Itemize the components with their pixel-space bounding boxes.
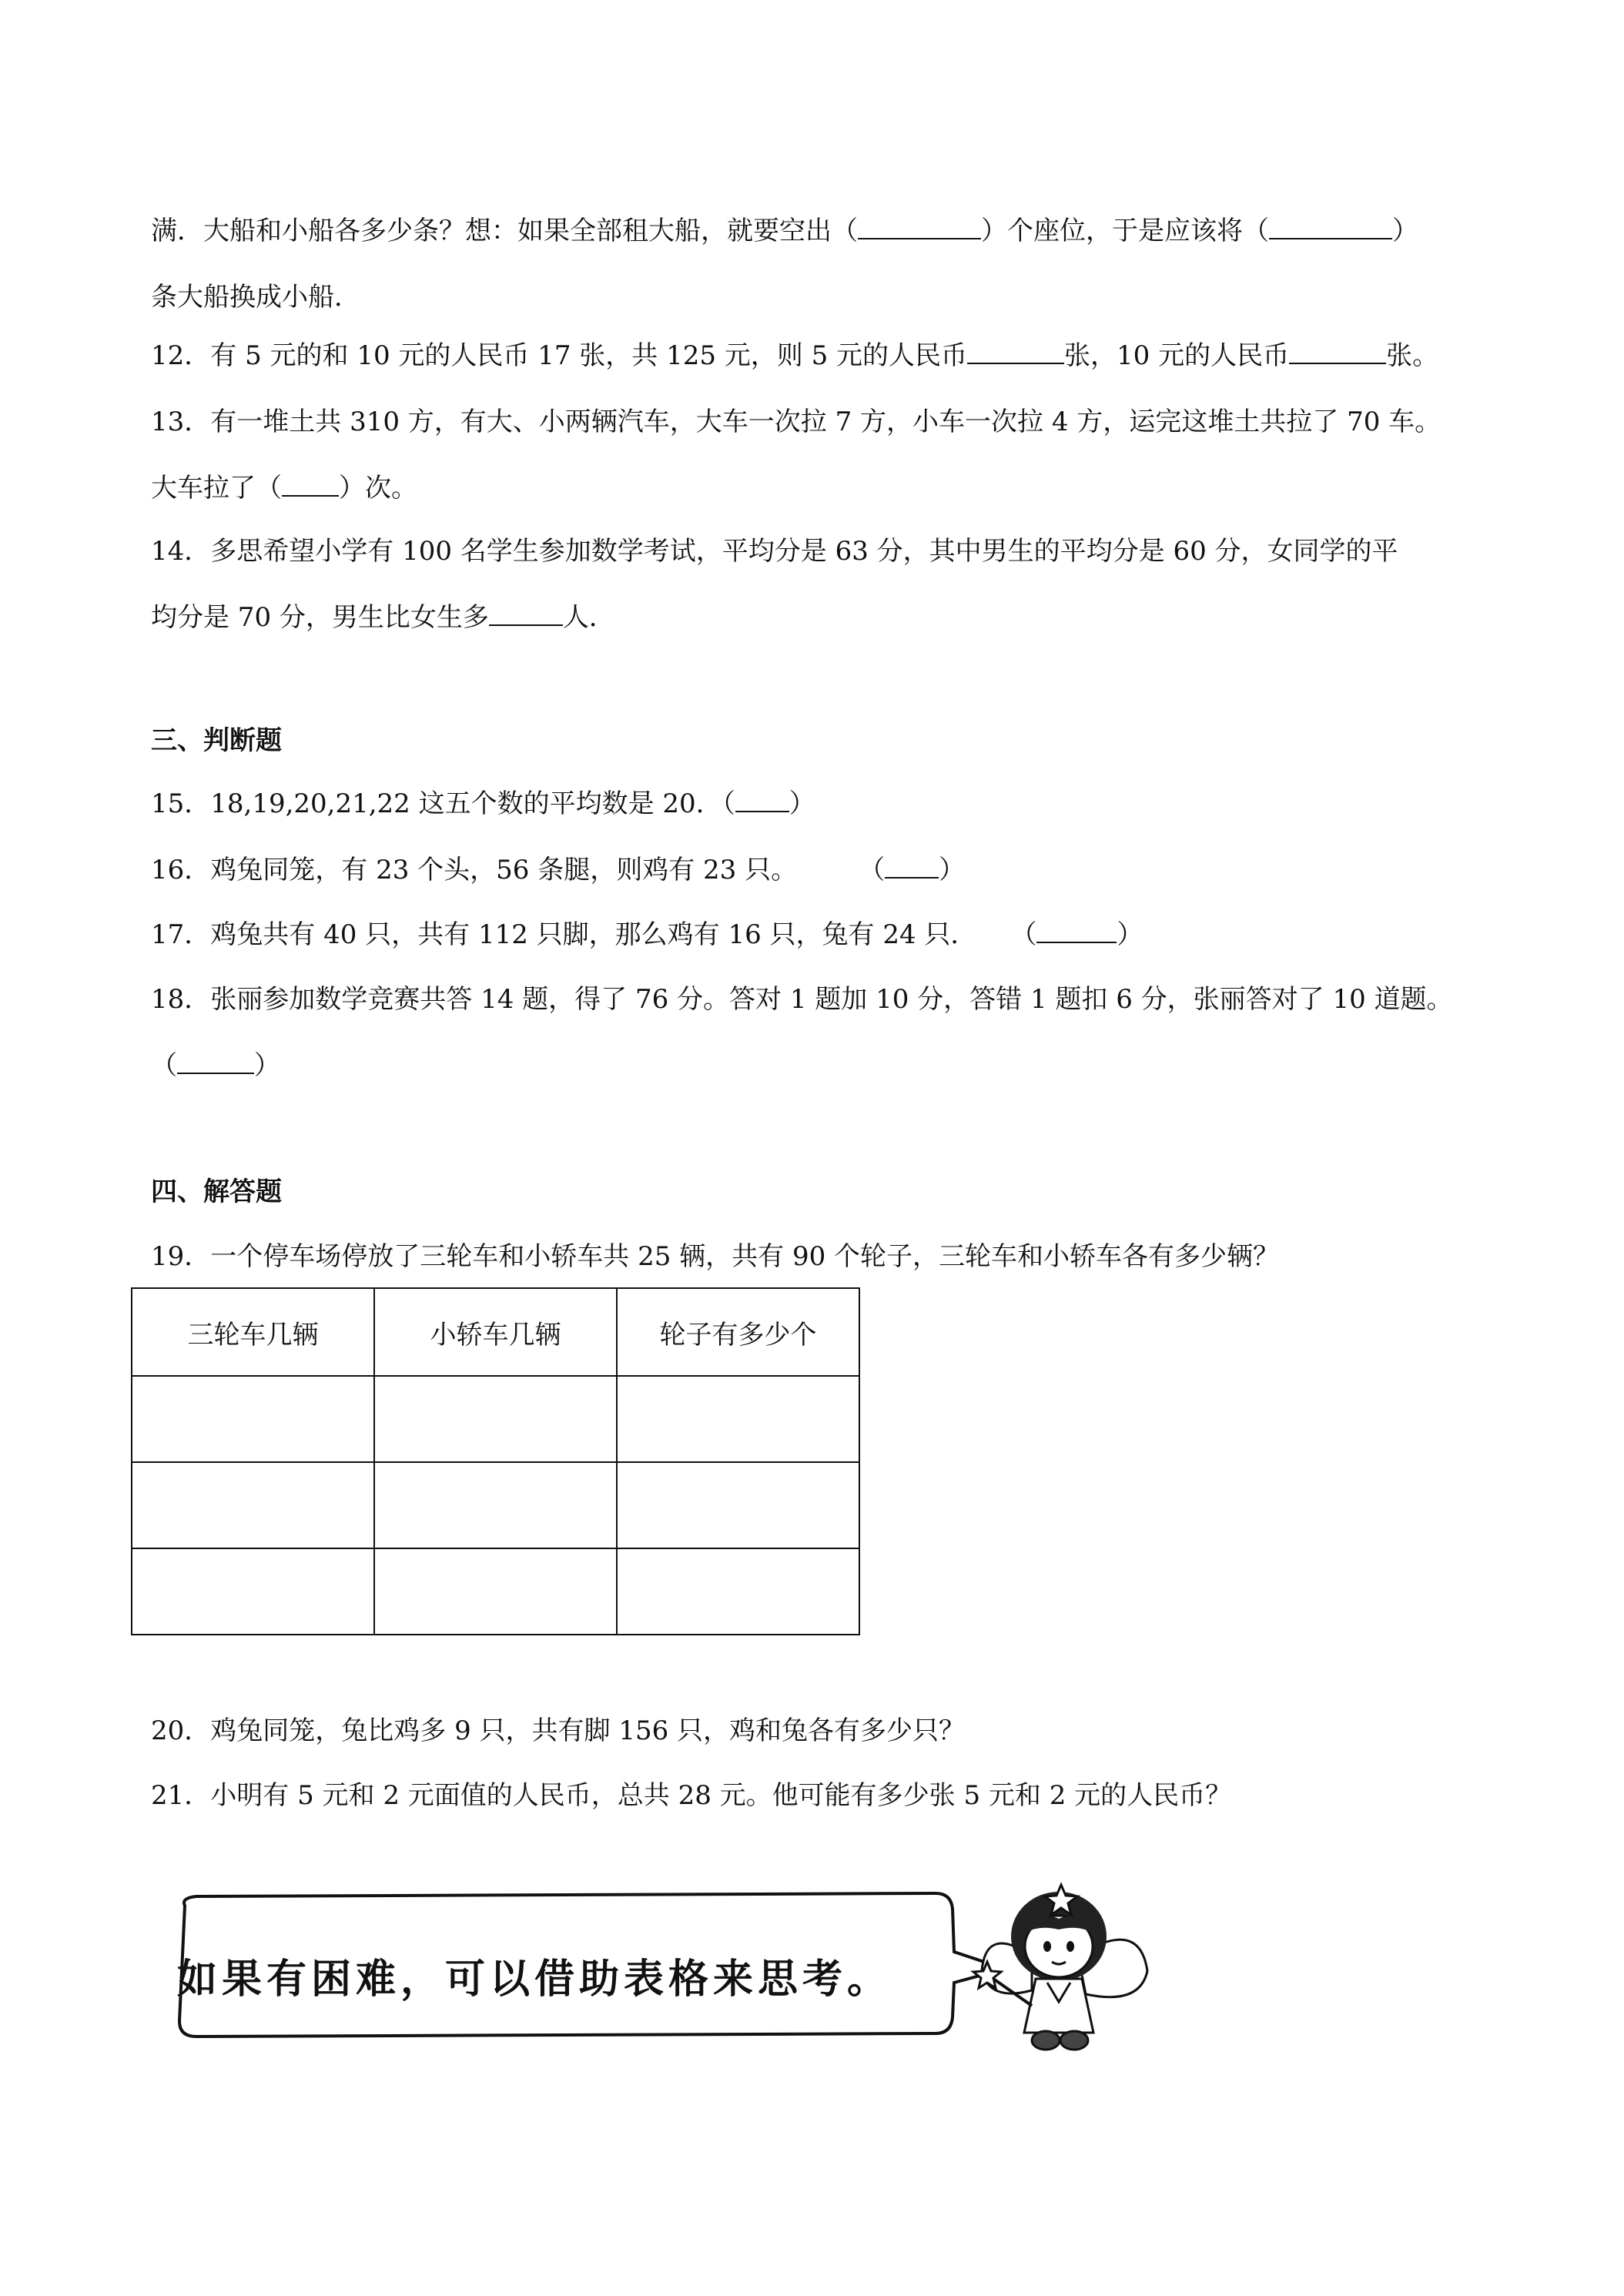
table-cell[interactable] bbox=[132, 1462, 374, 1548]
table-cell[interactable] bbox=[132, 1548, 374, 1635]
q18-line-2: （ ） bbox=[151, 1050, 280, 1081]
table-header-cell: 轮子有多少个 bbox=[617, 1288, 859, 1376]
q11-line-1: 满．大船和小船各多少条？想：如果全部租大船，就要空出（ ）个座位，于是应该将（ ） bbox=[151, 216, 1418, 246]
table-cell[interactable] bbox=[132, 1376, 374, 1462]
q15-blank[interactable] bbox=[735, 788, 789, 812]
fairy-girl-icon bbox=[963, 1871, 1163, 2063]
table-row bbox=[132, 1376, 859, 1462]
q16-blank[interactable] bbox=[885, 854, 939, 879]
table-header-row bbox=[132, 1288, 859, 1376]
q15: 15．18,19,20,21,22 这五个数的平均数是 20．（ ） bbox=[151, 788, 815, 819]
q14-line-1: 14．多思希望小学有 100 名学生参加数学考试，平均分是 63 分，其中男生的平均分是 60 分，女同学的平 bbox=[151, 536, 1398, 567]
q18-line-1: 18．张丽参加数学竞赛共答 14 题，得了 76 分。答对 1 题加 10 分，答错 1 题扣 6 分，张丽答对了 10 道题。 bbox=[151, 984, 1453, 1015]
q14-line-2: 均分是 70 分，男生比女生多 人． bbox=[151, 602, 615, 633]
q12: 12．有 5 元的和 10 元的人民币 17 张，共 125 元，则 5 元的人民币 张，10 元的人民币 张。 bbox=[151, 340, 1439, 371]
q17: 17．鸡兔共有 40 只，共有 112 只脚，那么鸡有 16 只，兔有 24 只． （ ） bbox=[151, 919, 1143, 950]
table-header-cell: 小轿车几辆 bbox=[374, 1288, 617, 1376]
q21: 21．小明有 5 元和 2 元面值的人民币，总共 28 元。他可能有多少张 5 元和 2 元的人民币？ bbox=[151, 1780, 1232, 1811]
q17-blank[interactable] bbox=[1036, 919, 1117, 943]
q11-line-2: 条大船换成小船． bbox=[151, 282, 360, 313]
table-row bbox=[132, 1462, 859, 1548]
q13-blank[interactable] bbox=[282, 472, 339, 497]
q11-blank-2[interactable] bbox=[1269, 215, 1392, 239]
table-row bbox=[132, 1548, 859, 1635]
section-3-title: 三、判断题 bbox=[151, 725, 282, 756]
table-cell[interactable] bbox=[617, 1462, 859, 1548]
q19: 19．一个停车场停放了三轮车和小轿车共 25 辆，共有 90 个轮子，三轮车和小轿车各有多少辆？ bbox=[151, 1241, 1280, 1272]
q11-blank-1[interactable] bbox=[858, 215, 981, 239]
table-cell[interactable] bbox=[617, 1548, 859, 1635]
table-cell[interactable] bbox=[617, 1376, 859, 1462]
table-cell[interactable] bbox=[374, 1462, 617, 1548]
q13-line-2: 大车拉了（ ）次。 bbox=[151, 473, 417, 504]
q12-blank-1[interactable] bbox=[967, 340, 1064, 364]
q18-blank[interactable] bbox=[177, 1049, 254, 1074]
q16: 16．鸡兔同笼，有 23 个头，56 条腿，则鸡有 23 只。 （ ） bbox=[151, 855, 966, 885]
q12-blank-2[interactable] bbox=[1289, 340, 1386, 364]
q13-line-1: 13．有一堆土共 310 方，有大、小两辆汽车，大车一次拉 7 方，小车一次拉 4 方，运完这堆土共拉了 70 车。 bbox=[151, 407, 1442, 437]
table-cell[interactable] bbox=[374, 1548, 617, 1635]
speech-bubble-text: 如果有困难，可以借助表格来思考。 bbox=[177, 1956, 892, 2003]
section-4-title: 四、解答题 bbox=[151, 1176, 282, 1207]
q14-blank[interactable] bbox=[489, 601, 563, 626]
table-header-cell: 三轮车几辆 bbox=[132, 1288, 374, 1376]
table-cell[interactable] bbox=[374, 1376, 617, 1462]
q20: 20．鸡兔同笼，兔比鸡多 9 只，共有脚 156 只，鸡和兔各有多少只？ bbox=[151, 1715, 966, 1746]
answer-table bbox=[131, 1287, 860, 1635]
